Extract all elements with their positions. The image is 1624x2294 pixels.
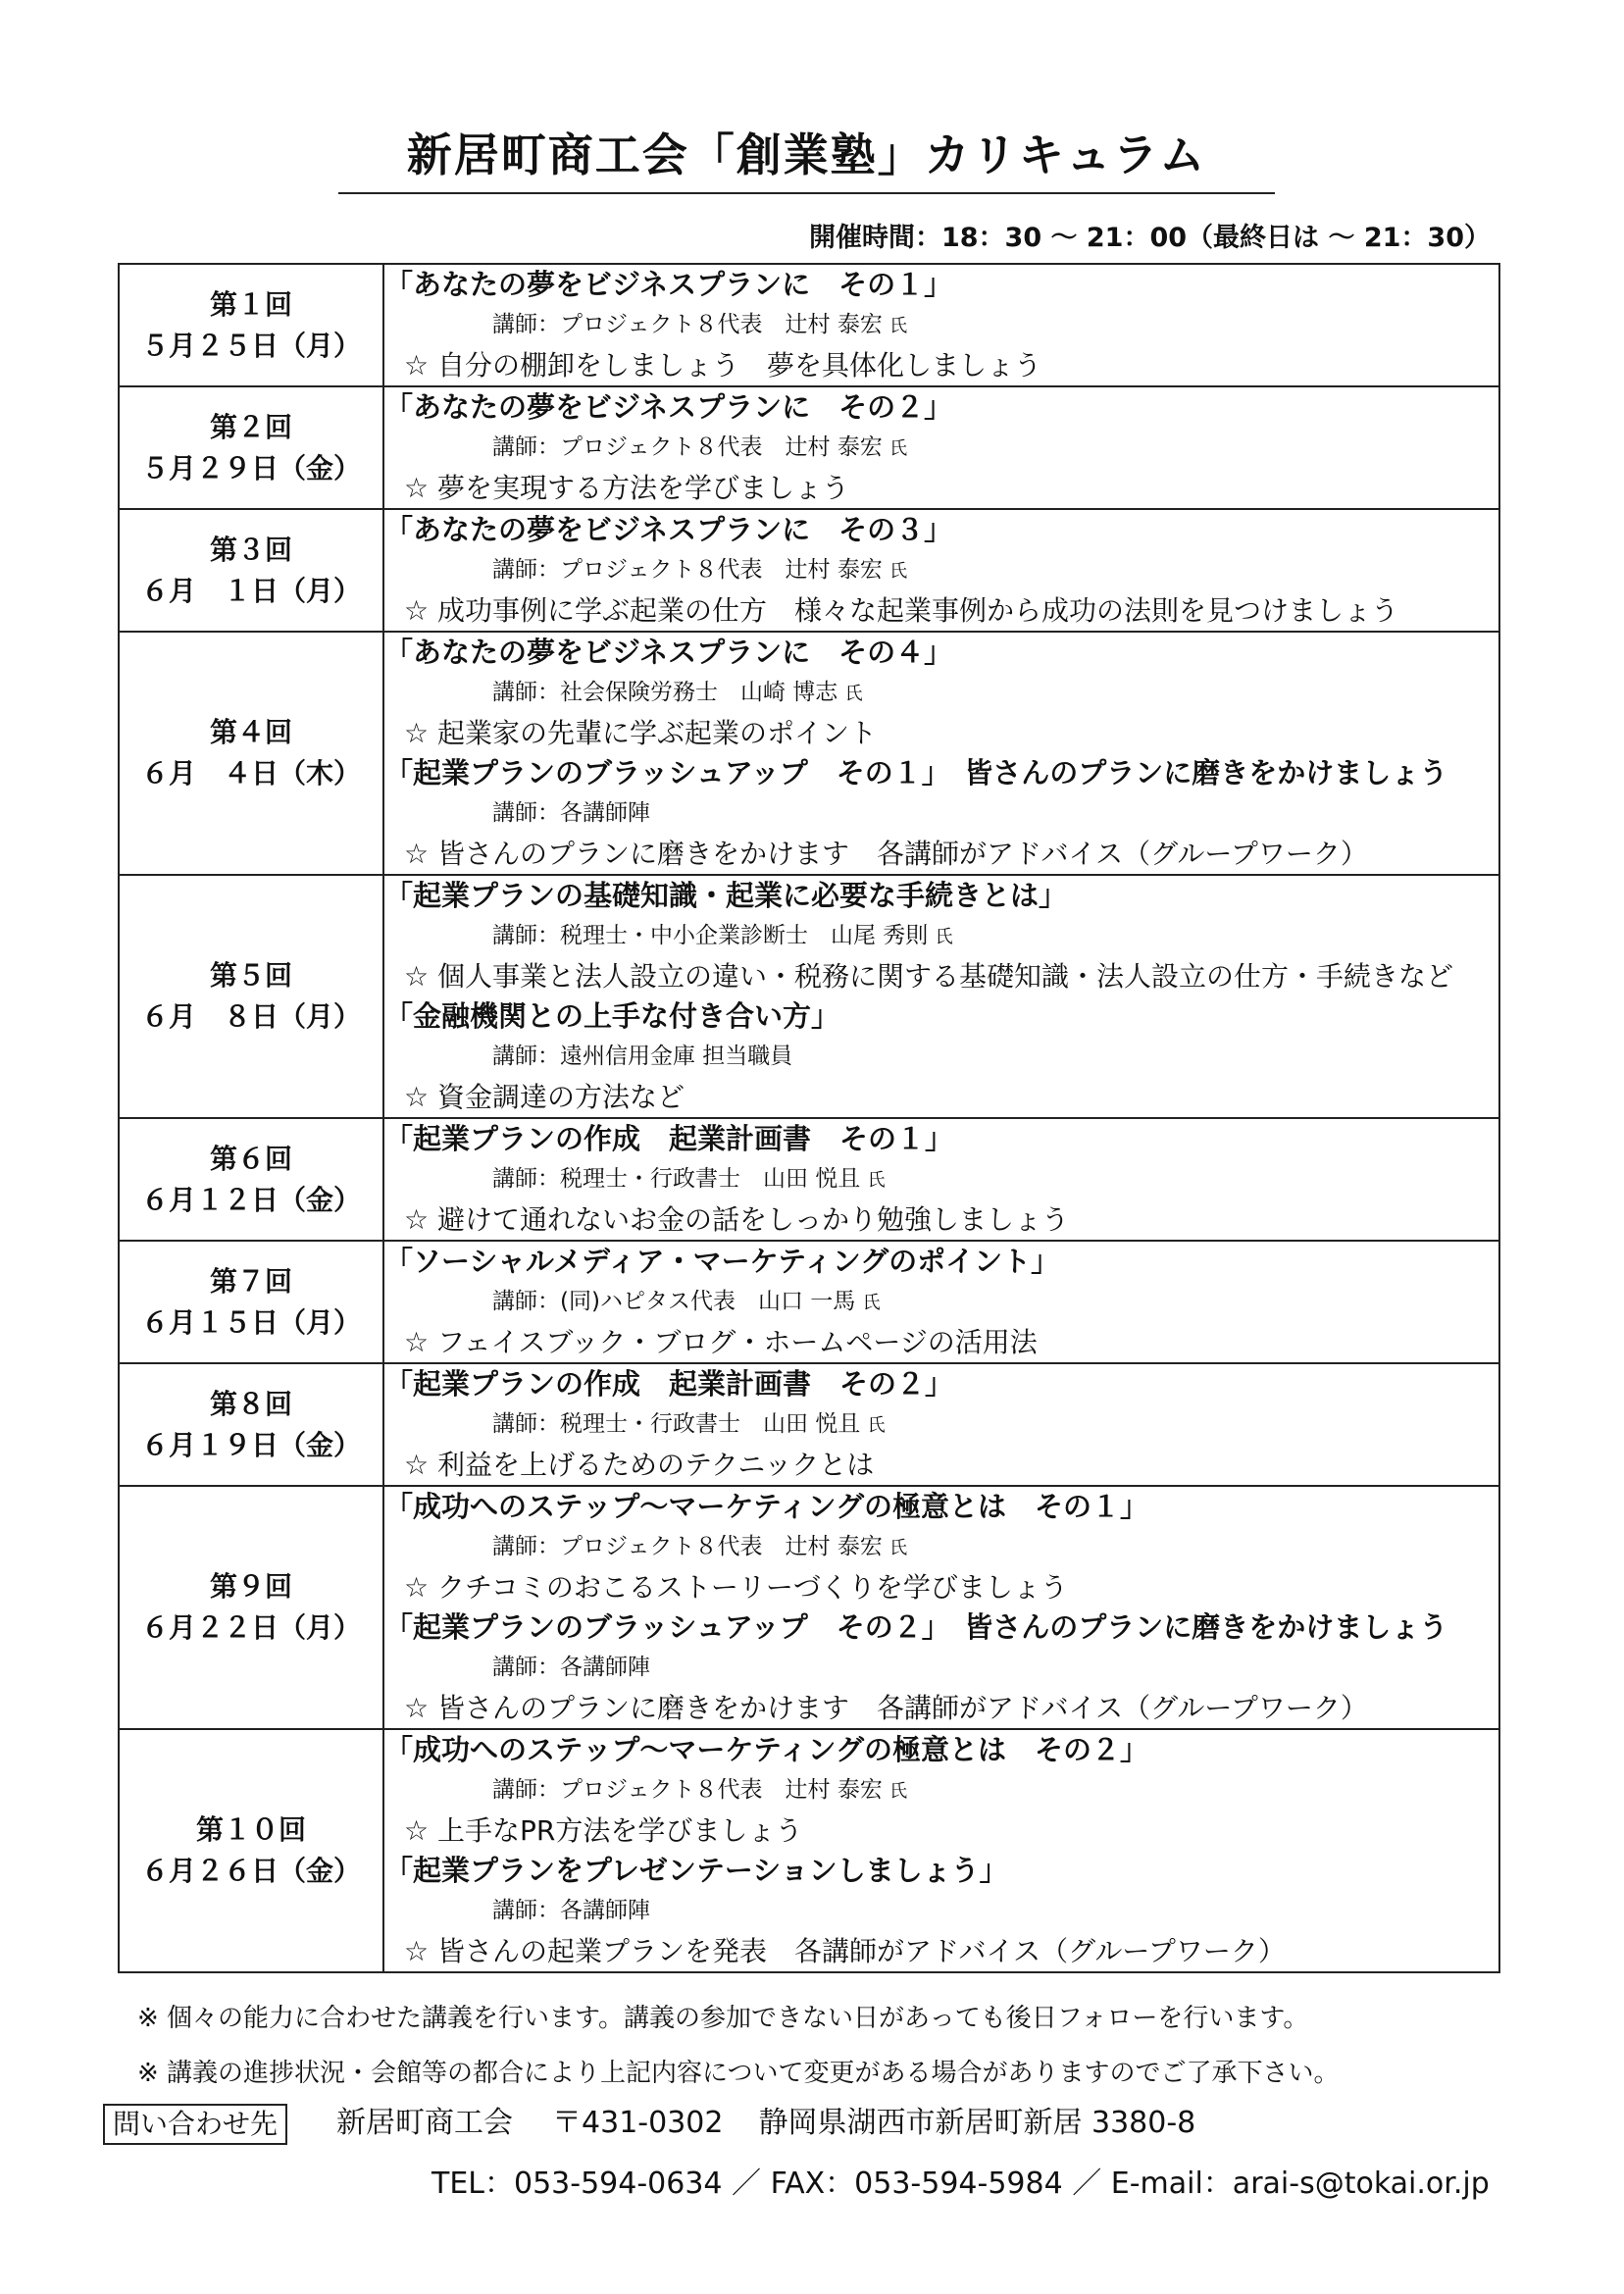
lecturer-name: 講師：社会保険労務士 山崎 博志 bbox=[492, 680, 838, 705]
curriculum-table-body bbox=[119, 264, 1499, 1972]
note-item: ※ 講義の進捗状況・会館等の都合により上記内容について変更がある場合がありますのでご了承下さい。 bbox=[137, 2059, 1340, 2088]
session-number: 第１回 bbox=[209, 287, 292, 321]
session-lecturer bbox=[384, 550, 1498, 590]
notes bbox=[137, 1991, 1500, 2101]
session-lecturer bbox=[384, 1404, 1498, 1445]
session-row bbox=[119, 1118, 1499, 1241]
session-date: ５月２９日（金） bbox=[140, 451, 361, 484]
session-point: ☆ フェイスブック・ブログ・ホームページの活用法 bbox=[404, 1326, 1038, 1358]
session-point: ☆ 資金調達の方法など bbox=[404, 1081, 685, 1113]
lecturer-name: 講師：プロジェクト８代表 辻村 泰宏 bbox=[492, 557, 883, 583]
session-number: 第８回 bbox=[209, 1387, 292, 1420]
page-title: 新居町商工会「創業塾」カリキュラム bbox=[406, 128, 1207, 181]
contact-organization: 新居町商工会 bbox=[336, 2106, 514, 2140]
session-point: ☆ 皆さんのプランに磨きをかけます 各講師がアドバイス（グループワーク） bbox=[404, 838, 1368, 870]
session-date-cell bbox=[119, 875, 383, 1118]
session-lecturer bbox=[384, 1159, 1498, 1199]
lecturer-name: 講師：税理士・行政書士 山田 悦且 bbox=[492, 1166, 861, 1192]
session-hours: 開催時間：18：30 ～ 21：00（最終日は ～ 21：30） bbox=[808, 223, 1491, 253]
lecturer-honorific: 氏 bbox=[889, 438, 908, 459]
lecturer-name: 講師：税理士・行政書士 山田 悦且 bbox=[492, 1411, 861, 1437]
session-number: 第２回 bbox=[209, 410, 292, 443]
session-number: 第３回 bbox=[209, 533, 292, 566]
session-topic: 「あなたの夢をビジネスプランに その３」 bbox=[384, 513, 953, 546]
session-lecturer bbox=[384, 1648, 1498, 1688]
session-date-cell bbox=[119, 1486, 383, 1729]
lecturer-name: 講師：各講師陣 bbox=[492, 1898, 650, 1923]
session-lecturer bbox=[384, 916, 1498, 956]
lecturer-honorific: 氏 bbox=[844, 684, 863, 704]
session-lecturer bbox=[384, 1770, 1498, 1810]
lecturer-honorific: 氏 bbox=[889, 316, 908, 336]
lecturer-honorific: 氏 bbox=[889, 1538, 908, 1558]
session-content-cell bbox=[383, 264, 1499, 386]
session-number: 第６回 bbox=[209, 1142, 292, 1175]
lecturer-honorific: 氏 bbox=[867, 1415, 886, 1436]
session-point: ☆ 起業家の先輩に学ぶ起業のポイント bbox=[404, 717, 878, 749]
session-content-cell bbox=[383, 386, 1499, 509]
session-lecturer bbox=[384, 793, 1498, 834]
curriculum-table bbox=[118, 263, 1500, 1973]
session-date-cell bbox=[119, 264, 383, 386]
session-date: ６月２２日（月） bbox=[140, 1611, 361, 1644]
session-point: ☆ 夢を実現する方法を学びましょう bbox=[404, 472, 850, 504]
session-lecturer bbox=[384, 1527, 1498, 1567]
session-date-cell bbox=[119, 632, 383, 875]
session-topic: 「金融機関との上手な付き合い方」 bbox=[384, 999, 840, 1033]
session-row bbox=[119, 509, 1499, 632]
session-date-cell bbox=[119, 386, 383, 509]
session-date: ６月 ４日（木） bbox=[140, 757, 361, 790]
contact-postal-code: 〒431-0302 bbox=[552, 2106, 724, 2140]
lecturer-honorific: 氏 bbox=[889, 1781, 908, 1802]
lecturer-name: 講師：プロジェクト８代表 辻村 泰宏 bbox=[492, 1534, 883, 1559]
session-date-cell bbox=[119, 509, 383, 632]
session-lecturer bbox=[384, 305, 1498, 345]
session-row bbox=[119, 386, 1499, 509]
session-topic: 「起業プランの基礎知識・起業に必要な手続きとは」 bbox=[384, 879, 1068, 912]
session-number: 第４回 bbox=[209, 716, 292, 748]
session-date-cell bbox=[119, 1118, 383, 1241]
session-topic: 「起業プランをプレゼンテーションしましょう」 bbox=[384, 1854, 1008, 1887]
session-topic: 「ソーシャルメディア・マーケティングのポイント」 bbox=[384, 1245, 1060, 1278]
session-number: 第５回 bbox=[209, 959, 292, 992]
session-point: ☆ 成功事例に学ぶ起業の仕方 様々な起業事例から成功の法則を見つけましょう bbox=[404, 594, 1399, 627]
session-number: 第９回 bbox=[209, 1570, 292, 1603]
lecturer-honorific: 氏 bbox=[867, 1170, 886, 1191]
contact-phone-email: TEL：053-594-0634 ／ FAX：053-594-5984 ／ E-mail：arai-s@tokai.or.jp bbox=[431, 2167, 1490, 2201]
session-lecturer bbox=[384, 1282, 1498, 1322]
session-point: ☆ 皆さんのプランに磨きをかけます 各講師がアドバイス（グループワーク） bbox=[404, 1692, 1368, 1724]
session-topic: 「あなたの夢をビジネスプランに その４」 bbox=[384, 636, 953, 669]
lecturer-name: 講師：プロジェクト８代表 辻村 泰宏 bbox=[492, 312, 883, 337]
session-date: ５月２５日（月） bbox=[140, 329, 361, 362]
session-point: ☆ 自分の棚卸をしましょう 夢を具体化しましょう bbox=[404, 349, 1042, 382]
lecturer-honorific: 氏 bbox=[889, 561, 908, 582]
session-content-cell bbox=[383, 875, 1499, 1118]
session-point: ☆ 利益を上げるためのテクニックとは bbox=[404, 1449, 875, 1481]
lecturer-honorific: 氏 bbox=[935, 927, 953, 947]
session-topic: 「あなたの夢をビジネスプランに その２」 bbox=[384, 390, 953, 424]
session-date: ６月１９日（金） bbox=[140, 1428, 361, 1461]
session-content-cell bbox=[383, 509, 1499, 632]
session-row bbox=[119, 1486, 1499, 1729]
session-date: ６月１５日（月） bbox=[140, 1305, 361, 1339]
lecturer-name: 講師：(同)ハピタス代表 山口 一馬 bbox=[492, 1289, 856, 1314]
session-point: ☆ 個人事業と法人設立の違い・税務に関する基礎知識・法人設立の仕方・手続きなど bbox=[404, 960, 1454, 993]
session-content-cell bbox=[383, 1363, 1499, 1486]
lecturer-name: 講師：プロジェクト８代表 辻村 泰宏 bbox=[492, 1777, 883, 1803]
session-date-cell bbox=[119, 1241, 383, 1363]
lecturer-honorific: 氏 bbox=[862, 1293, 881, 1313]
contact-row bbox=[103, 2099, 1515, 2148]
session-date: ６月 １日（月） bbox=[140, 574, 361, 607]
lecturer-name: 講師：遠州信用金庫 担当職員 bbox=[492, 1044, 793, 1069]
session-topic: 「あなたの夢をビジネスプランに その１」 bbox=[384, 268, 953, 301]
session-topic: 「成功へのステップ～マーケティングの極意とは その１」 bbox=[384, 1490, 1148, 1523]
session-number: 第１０回 bbox=[195, 1813, 306, 1846]
lecturer-name: 講師：税理士・中小企業診断士 山尾 秀則 bbox=[492, 923, 929, 948]
session-lecturer bbox=[384, 428, 1498, 468]
session-date: ６月１２日（金） bbox=[140, 1183, 361, 1216]
session-topic: 「起業プランの作成 起業計画書 その１」 bbox=[384, 1122, 954, 1155]
session-date-cell bbox=[119, 1363, 383, 1486]
session-row bbox=[119, 264, 1499, 386]
session-topic: 「起業プランの作成 起業計画書 その２」 bbox=[384, 1367, 954, 1401]
session-lecturer bbox=[384, 1891, 1498, 1931]
session-content-cell bbox=[383, 1118, 1499, 1241]
contact-section bbox=[103, 2099, 1515, 2209]
session-topic: 「起業プランのブラッシュアップ その１」 皆さんのプランに磨きをかけましょう bbox=[384, 756, 1448, 790]
session-content-cell bbox=[383, 632, 1499, 875]
session-content-cell bbox=[383, 1729, 1499, 1972]
session-row bbox=[119, 1729, 1499, 1972]
session-row bbox=[119, 1241, 1499, 1363]
contact-address: 静岡県湖西市新居町新居 3380-8 bbox=[758, 2106, 1196, 2140]
contact-label: 問い合わせ先 bbox=[103, 2104, 287, 2145]
lecturer-name: 講師：プロジェクト８代表 辻村 泰宏 bbox=[492, 434, 883, 460]
lecturer-name: 講師：各講師陣 bbox=[492, 1655, 650, 1680]
note-item: ※ 個々の能力に合わせた講義を行います。講義の参加できない日があっても後日フォローを行います。 bbox=[137, 2004, 1309, 2033]
session-date: ６月 ８日（月） bbox=[140, 1000, 361, 1033]
session-content-cell bbox=[383, 1241, 1499, 1363]
session-lecturer bbox=[384, 1037, 1498, 1077]
session-topic: 「成功へのステップ～マーケティングの極意とは その２」 bbox=[384, 1733, 1148, 1766]
title-underline bbox=[338, 192, 1275, 194]
session-point: ☆ 皆さんの起業プランを発表 各講師がアドバイス（グループワーク） bbox=[404, 1935, 1286, 1967]
session-date: ６月２６日（金） bbox=[140, 1855, 361, 1887]
session-number: 第７回 bbox=[209, 1264, 292, 1298]
session-lecturer bbox=[384, 673, 1498, 713]
session-row bbox=[119, 875, 1499, 1118]
session-date-cell bbox=[119, 1729, 383, 1972]
session-point: ☆ クチコミのおこるストーリーづくりを学びましょう bbox=[404, 1571, 1068, 1604]
session-row bbox=[119, 1363, 1499, 1486]
session-content-cell bbox=[383, 1486, 1499, 1729]
session-point: ☆ 上手なPR方法を学びましょう bbox=[404, 1814, 803, 1847]
lecturer-name: 講師：各講師陣 bbox=[492, 800, 650, 826]
session-point: ☆ 避けて通れないお金の話をしっかり勉強しましょう bbox=[404, 1203, 1070, 1236]
session-row bbox=[119, 632, 1499, 875]
session-topic: 「起業プランのブラッシュアップ その２」 皆さんのプランに磨きをかけましょう bbox=[384, 1610, 1448, 1644]
